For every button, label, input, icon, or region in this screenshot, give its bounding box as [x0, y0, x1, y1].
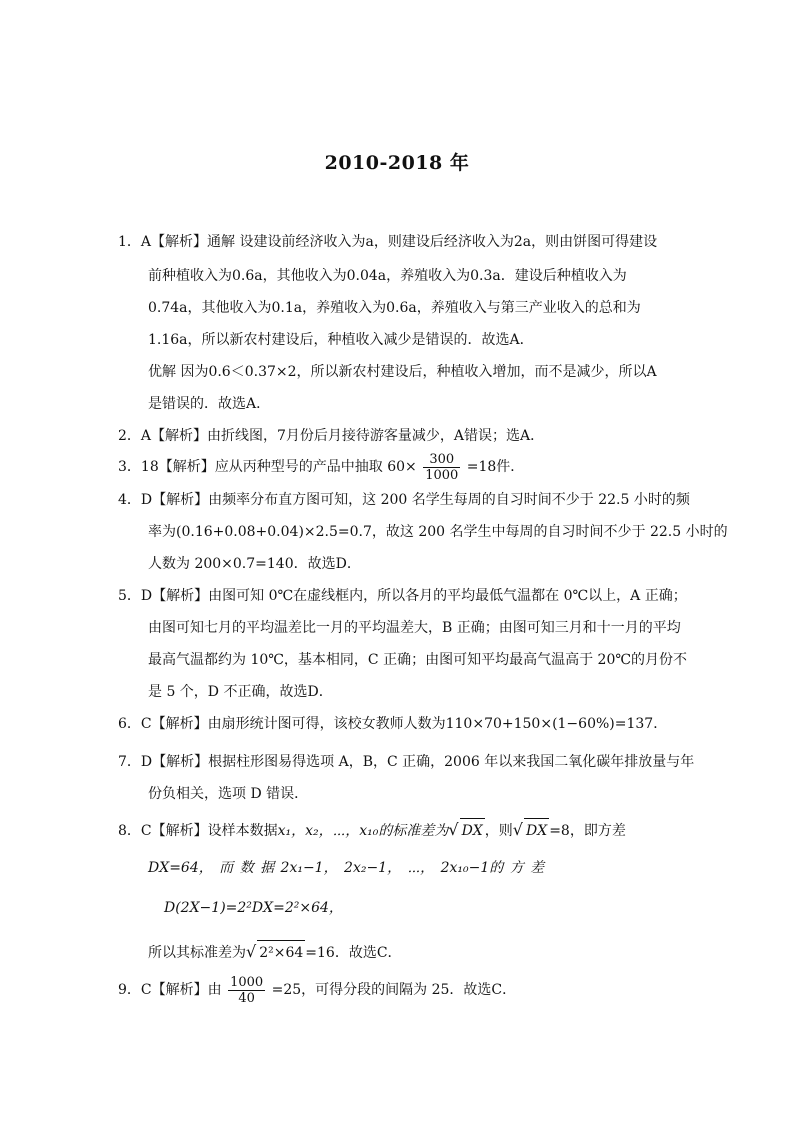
- fraction-numerator: 1000: [230, 974, 264, 990]
- answer-8-suffix: =8，即方差: [549, 823, 626, 839]
- sqrt-symbol: √: [448, 820, 459, 839]
- answer-9-prefix: 9．C【解析】由: [118, 982, 222, 998]
- fraction-numerator: 300: [423, 452, 460, 468]
- answer-1-line-2: 前种植收入为0.6a，其他收入为0.04a，养殖收入为0.3a．建设后种植收入为: [148, 268, 627, 284]
- answer-8-prefix: 8．C【解析】设样本数据: [118, 823, 278, 839]
- answer-1-line-4: 1.16a，所以新农村建设后，种植收入减少是错误的．故选A．: [148, 332, 534, 348]
- answer-8-radicand-2: DX: [524, 818, 549, 843]
- answer-9-suffix: =25，可得分段的间隔为 25．故选C．: [271, 982, 517, 998]
- sqrt-symbol: √: [512, 820, 523, 839]
- answer-8-line-3: D(2X−1)=2²DX=2²×64，: [164, 900, 343, 916]
- answer-8-then: ，则: [484, 823, 513, 839]
- answer-1-line-5: 优解 因为0.6＜0.37×2，所以新农村建设后，种植收入增加，而不是减少，所以A: [148, 364, 657, 380]
- answer-1-line-3: 0.74a，其他收入为0.1a，养殖收入为0.6a，养殖收入与第三产业收入的总和为: [148, 300, 641, 316]
- answer-3: [118, 450, 524, 484]
- page-title: 2010-2018 年: [324, 152, 470, 174]
- answer-3-expr-b: =18件．: [466, 459, 525, 475]
- answer-9: [118, 972, 516, 1008]
- answer-5-line-2: 由图可知七月的平均温差比一月的平均温差大，B 正确；由图可知三月和十一月的平均: [148, 620, 681, 636]
- answer-8-conclusion-prefix: 所以其标准差为: [148, 945, 246, 961]
- answer-8-line-1: [118, 818, 626, 843]
- answer-8-line-2: DX=64， 而 数 据 2x₁−1， 2x₂−1， ⋯， 2x₁₀−1的 方 差: [148, 860, 545, 876]
- answer-4-line-2: 率为(0.16+0.08+0.04)×2.5=0.7，故这 200 名学生中每周的自习时间不少于 22.5 小时的: [148, 524, 728, 540]
- answer-1-line-1: 1．A【解析】通解 设建设前经济收入为a，则建设后经济收入为2a，则由饼图可得建设: [118, 234, 658, 250]
- answer-5-line-1: 5．D【解析】由图可知 0℃在虚线框内，所以各月的平均最低气温都在 0℃以上，A 正确；: [118, 588, 687, 604]
- answer-8-conclusion-suffix: =16．故选C．: [305, 945, 402, 961]
- answer-8-line-4: [148, 940, 402, 965]
- answer-5-line-4: 是 5 个，D 不正确，故选D．: [148, 684, 333, 700]
- sqrt-symbol: √: [246, 942, 257, 961]
- answer-4-line-1: 4．D【解析】由频率分布直方图可知，这 200 名学生每周的自习时间不少于 22.5 小时的频: [118, 492, 690, 508]
- answer-8-radicand-3: 2²×64: [257, 940, 305, 965]
- answer-8-samples: x₁，x₂，⋯，x₁₀的标准差为: [277, 823, 449, 839]
- answer-7-line-1: 7．D【解析】根据柱形图易得选项 A，B，C 正确，2006 年以来我国二氧化碳年排放量与年: [118, 754, 695, 770]
- answer-4-line-3: 人数为 200×0.7=140．故选D．: [148, 556, 361, 572]
- answer-9-fraction: [228, 975, 265, 1006]
- answer-7-line-2: 份负相关，选项 D 错误．: [148, 786, 309, 802]
- fraction-denominator: 40: [238, 990, 255, 1006]
- answer-3-expr-a: 60×: [387, 459, 417, 475]
- answer-5-line-3: 最高气温都约为 10℃，基本相同，C 正确；由图可知平均最高气温高于 20℃的月份不: [148, 652, 688, 668]
- answer-1-line-6: 是错误的．故选A．: [148, 396, 271, 412]
- fraction-denominator: 1000: [425, 467, 459, 483]
- answer-2: 2．A【解析】由折线图，7月份后月接待游客量减少，A错误；选A．: [118, 428, 545, 444]
- answer-3-fraction: [423, 452, 460, 483]
- answer-8-radicand-1: DX: [460, 818, 485, 843]
- answer-6: 6．C【解析】由扇形统计图可得，该校女教师人数为110×70+150×(1−60%)=137．: [118, 716, 668, 732]
- answer-3-prefix: 3．18【解析】应从丙种型号的产品中抽取: [118, 459, 383, 475]
